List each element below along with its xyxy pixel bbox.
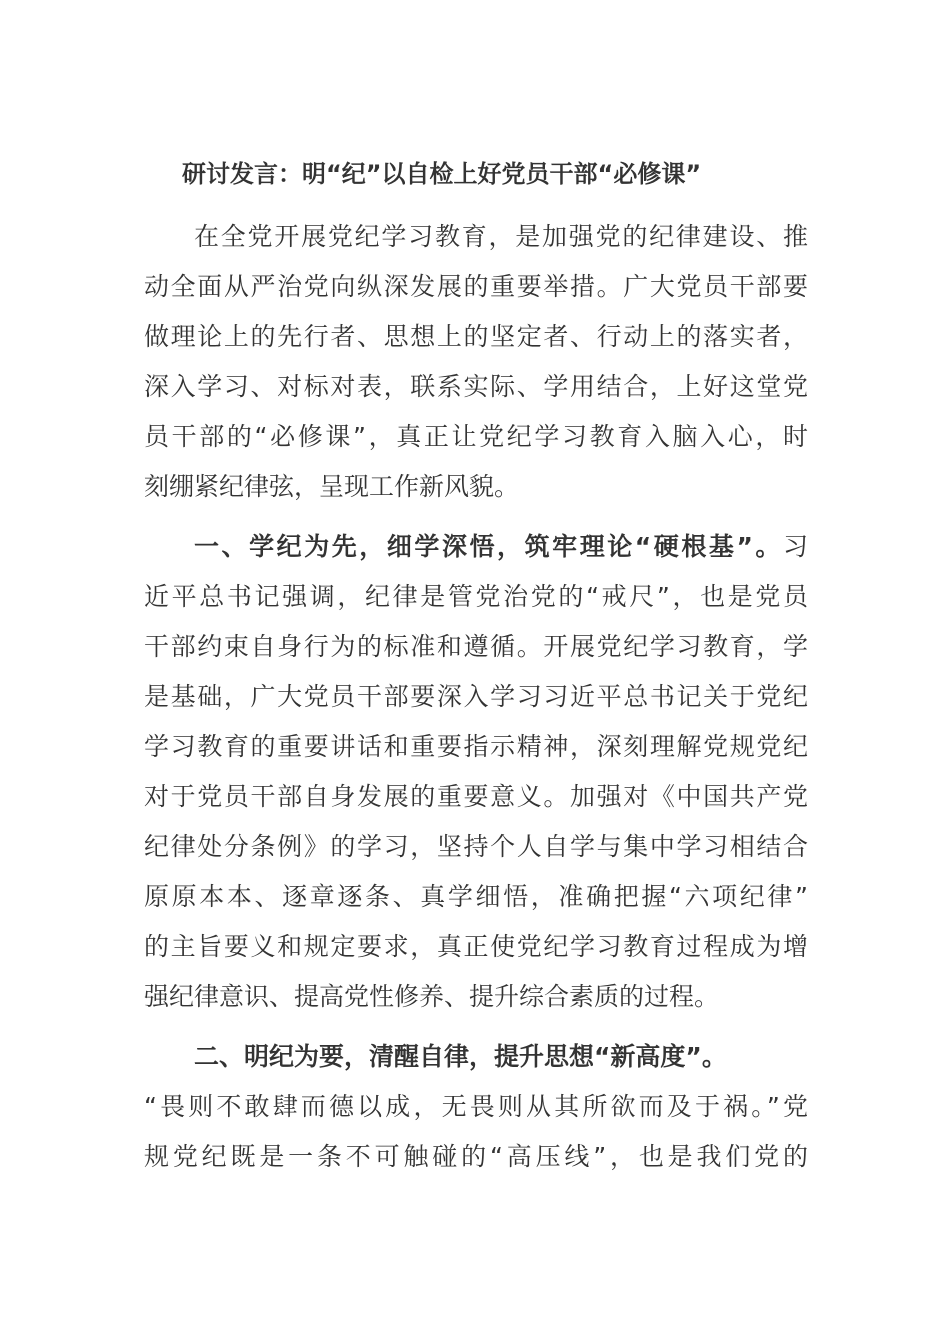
paragraph-section-two <box>144 1032 808 1182</box>
text-line <box>144 522 808 572</box>
text-line: 做理论上的先行者、思想上的坚定者、行动上的落实者， <box>144 322 808 351</box>
text-line: 原原本本、逐章逐条、真学细悟，准确把握“六项纪律” <box>144 882 808 911</box>
text-line: 对于党员干部自身发展的重要意义。加强对《中国共产党 <box>144 782 808 811</box>
text-line: 动全面从严治党向纵深发展的重要举措。广大党员干部要 <box>144 272 808 301</box>
text-line <box>144 1032 808 1082</box>
text-line: “畏则不敢肆而德以成，无畏则从其所欲而及于祸。”党 <box>144 1092 808 1121</box>
text-line: 员干部的“必修课”，真正让党纪学习教育入脑入心，时 <box>144 422 808 451</box>
text-line: 深入学习、对标对表，联系实际、学用结合，上好这堂党 <box>144 372 808 401</box>
text-line: 强纪律意识、提高党性修养、提升综合素质的过程。 <box>144 982 720 1011</box>
text-fragment: 习 <box>782 532 808 561</box>
paragraph-intro <box>144 212 808 512</box>
paragraph-section-one <box>144 522 808 1022</box>
section-heading: 二、明纪为要，清醒自律，提升思想“新高度”。 <box>194 1042 727 1071</box>
text-line: 是基础，广大党员干部要深入学习习近平总书记关于党纪 <box>144 682 808 711</box>
text-line: 近平总书记强调，纪律是管党治党的“戒尺”，也是党员 <box>144 582 808 611</box>
section-heading: 一、学纪为先，细学深悟，筑牢理论“硬根基”。 <box>194 532 783 561</box>
text-line: 学习教育的重要讲话和重要指示精神，深刻理解党规党纪 <box>144 732 808 761</box>
text-line: 规党纪既是一条不可触碰的“高压线”，也是我们党的 <box>144 1142 808 1171</box>
document-title: 研讨发言：明“纪”以自检上好党员干部“必修课” <box>182 160 702 188</box>
text-line: 纪律处分条例》的学习，坚持个人自学与集中学习相结合 <box>144 832 808 861</box>
text-line: 干部约束自身行为的标准和遵循。开展党纪学习教育，学 <box>144 632 808 661</box>
text-line: 的主旨要义和规定要求，真正使党纪学习教育过程成为增 <box>144 932 808 961</box>
text-line: 在全党开展党纪学习教育，是加强党的纪律建设、推 <box>194 222 808 251</box>
text-line: 刻绷紧纪律弦，呈现工作新风貌。 <box>144 472 520 501</box>
document-body <box>144 212 808 1182</box>
